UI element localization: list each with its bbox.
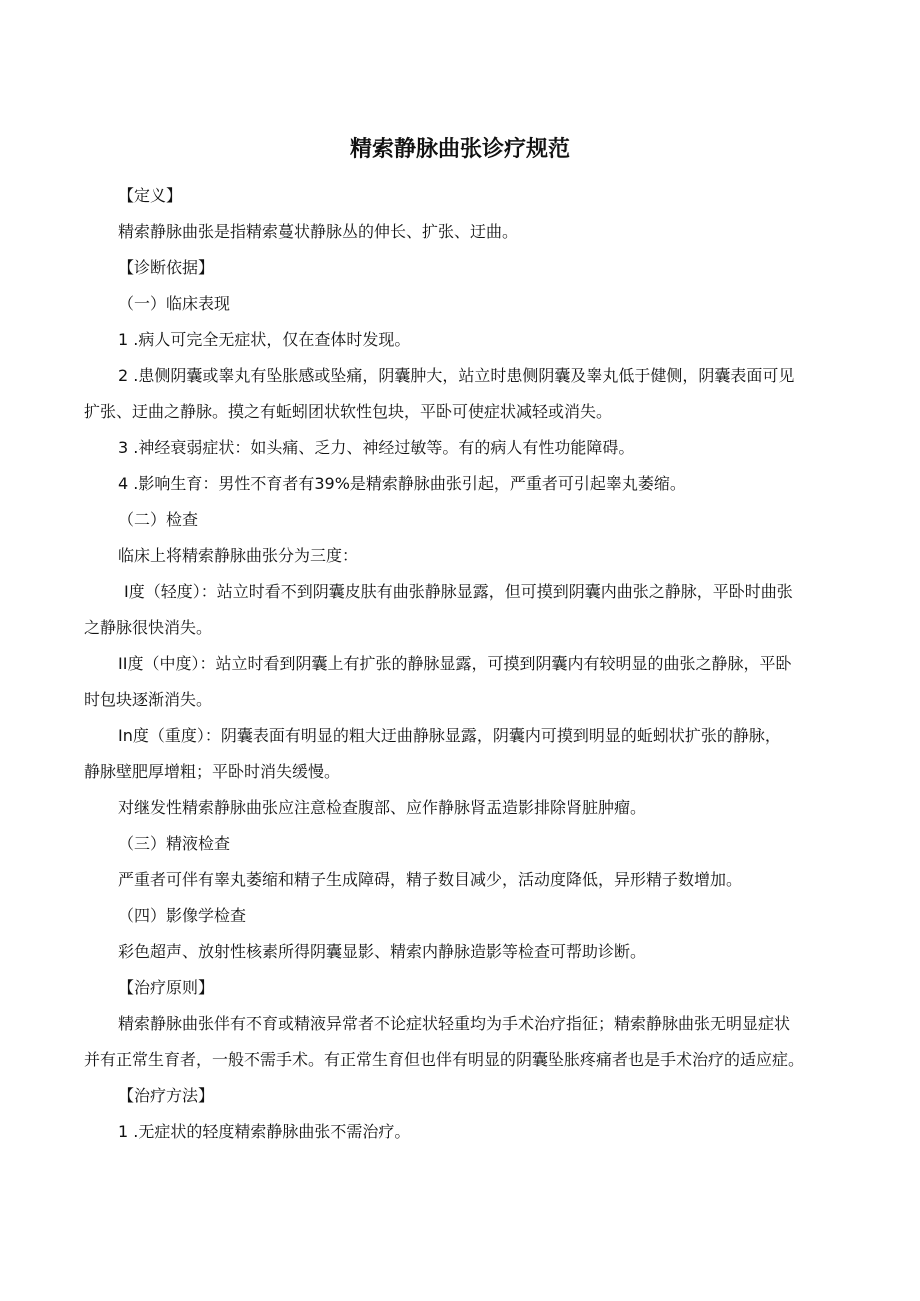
grade-item: II度（中度）：站立时看到阴囊上有扩张的静脉显露，可摸到阴囊内有较明显的曲张之静脉，平卧 <box>118 654 792 673</box>
grade-item: In度（重度）：阴囊表面有明显的粗大迂曲静脉显露，阴囊内可摸到明显的蚯蚓状扩张的静脉， <box>118 726 781 745</box>
subsection-heading: （三）精液检查 <box>118 834 231 853</box>
list-item: 2 .患侧阴囊或睾丸有坠胀感或坠痛，阴囊肿大，站立时患侧阴囊及睾丸低于健侧，阴囊表面可见 <box>118 366 795 385</box>
list-item: 1 .病人可完全无症状，仅在查体时发现。 <box>118 330 411 349</box>
document-title: 精索静脉曲张诊疗规范 <box>349 137 570 162</box>
section-heading-definition: 【定义】 <box>118 186 183 205</box>
grade-item-continuation: 静脉壁肥厚增粗；平卧时消失缓慢。 <box>84 762 341 781</box>
subsection-heading: （二）检查 <box>118 510 199 529</box>
paragraph-line: 精索静脉曲张是指精索蔓状静脉丛的伸长、扩张、迂曲。 <box>118 222 519 241</box>
section-heading-treatment-principle: 【治疗原则】 <box>118 978 215 997</box>
grade-item: I度（轻度）：站立时看不到阴囊皮肤有曲张静脉显露，但可摸到阴囊内曲张之静脉，平卧时曲张 <box>124 582 793 601</box>
paragraph-line: 临床上将精索静脉曲张分为三度： <box>118 546 359 565</box>
subsection-heading: （四）影像学检查 <box>118 906 247 925</box>
list-item: 1 .无症状的轻度精索静脉曲张不需治疗。 <box>118 1122 411 1141</box>
section-heading-treatment-method: 【治疗方法】 <box>118 1086 215 1105</box>
paragraph-line: 对继发性精索静脉曲张应注意检查腹部、应作静脉肾盂造影排除肾脏肿瘤。 <box>118 798 647 817</box>
paragraph-line: 并有正常生育者，一般不需手术。有正常生育但也伴有明显的阴囊坠胀疼痛者也是手术治疗的适应症。 <box>84 1050 805 1069</box>
grade-item-continuation: 之静脉很快消失。 <box>84 618 213 637</box>
grade-item-continuation: 时包块逐渐消失。 <box>84 690 213 709</box>
list-item-continuation: 扩张、迂曲之静脉。摸之有蚯蚓团状软性包块，平卧可使症状减轻或消失。 <box>84 402 613 421</box>
paragraph-line: 彩色超声、放射性核素所得阴囊显影、精索内静脉造影等检查可帮助诊断。 <box>118 942 647 961</box>
list-item: 3 .神经衰弱症状：如头痛、乏力、神经过敏等。有的病人有性功能障碍。 <box>118 438 635 457</box>
section-heading-diagnosis: 【诊断依据】 <box>118 258 215 277</box>
paragraph-line: 精索静脉曲张伴有不育或精液异常者不论症状轻重均为手术治疗指征；精索静脉曲张无明显症状 <box>118 1014 791 1033</box>
paragraph-line: 严重者可伴有睾丸萎缩和精子生成障碍，精子数目减少，活动度降低，异形精子数增加。 <box>118 870 743 889</box>
list-item: 4 .影响生育：男性不育者有39%是精索静脉曲张引起，严重者可引起睾丸萎缩。 <box>118 474 686 493</box>
subsection-heading: （一）临床表现 <box>118 294 231 313</box>
